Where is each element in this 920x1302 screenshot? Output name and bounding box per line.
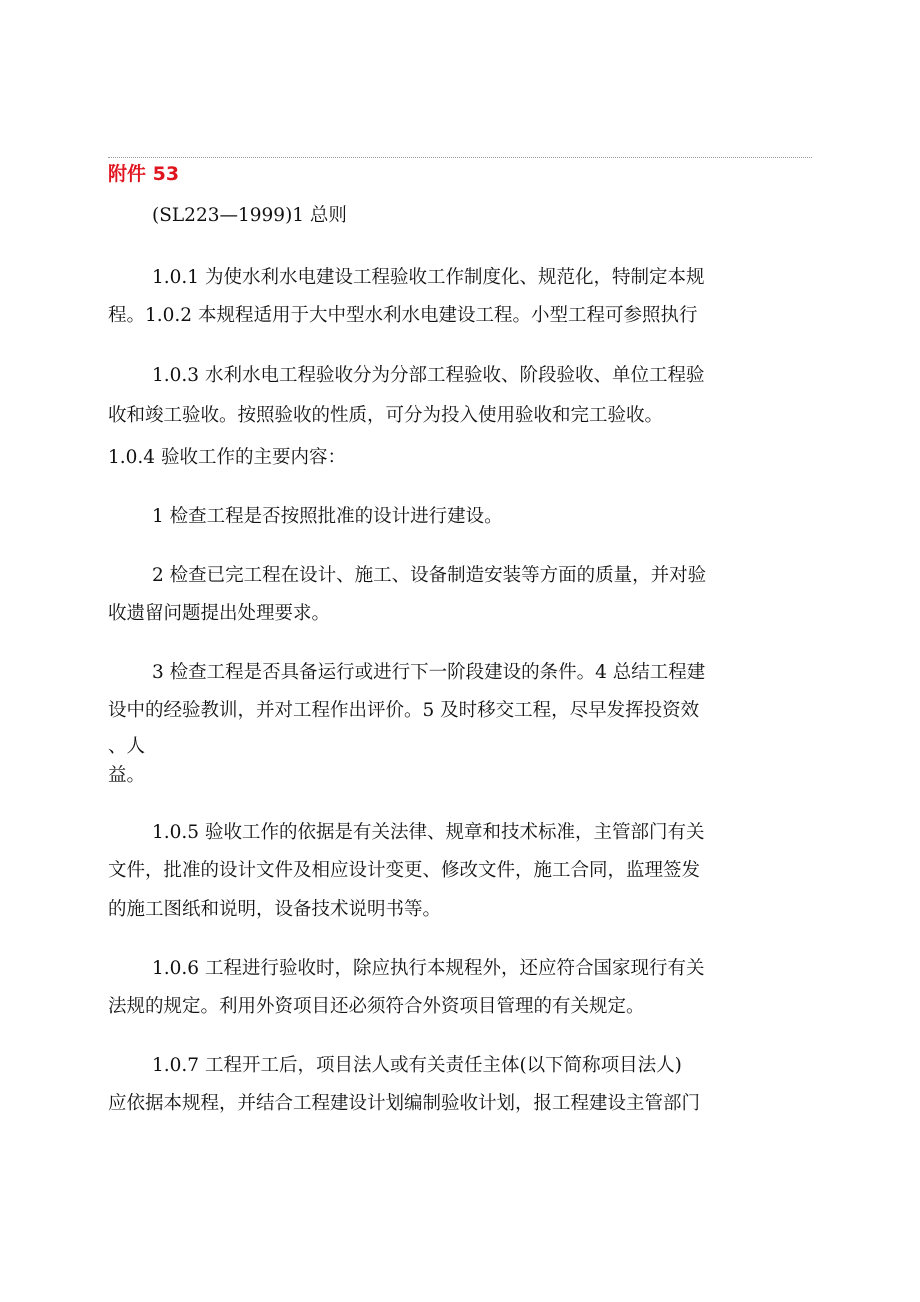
paragraph-line: 收遗留问题提出处理要求。	[108, 603, 331, 624]
paragraph-line: 1.0.1 为使水利水电建设工程验收工作制度化、规范化，特制定本规	[152, 267, 705, 288]
paragraph-line: 设中的经验教训，并对工程作出评价。5 及时移交工程，尽早发挥投资效	[108, 700, 700, 721]
paragraph-line: 法规的规定。利用外资项目还必须符合外资项目管理的有关规定。	[108, 996, 645, 1017]
attachment-heading: 附件 53	[108, 163, 180, 185]
standard-code-line: (SL223—1999)1 总则	[152, 205, 347, 226]
paragraph-line: 1.0.3 水利水电工程验收分为分部工程验收、阶段验收、单位工程验	[152, 365, 705, 386]
paragraph-line: 程。1.0.2 本规程适用于大中型水利水电建设工程。小型工程可参照执行	[108, 305, 698, 326]
paragraph-line: 的施工图纸和说明，设备技术说明书等。	[108, 899, 442, 920]
paragraph-line: 1 检查工程是否按照批准的设计进行建设。	[152, 506, 503, 527]
header-divider	[108, 157, 812, 158]
paragraph-line: 3 检查工程是否具备运行或进行下一阶段建设的条件。4 总结工程建	[152, 662, 706, 683]
paragraph-line: 1.0.5 验收工作的依据是有关法律、规章和技术标准，主管部门有关	[152, 822, 705, 843]
paragraph-line: 应依据本规程，并结合工程建设计划编制验收计划，报工程建设主管部门	[108, 1093, 701, 1114]
paragraph-line: 2 检查已完工程在设计、施工、设备制造安装等方面的质量，并对验	[152, 565, 707, 586]
paragraph-line: 1.0.6 工程进行验收时，除应执行本规程外，还应符合国家现行有关	[152, 958, 705, 979]
paragraph-line: 收和竣工验收。按照验收的性质，可分为投入使用验收和完工验收。	[108, 405, 664, 426]
paragraph-line: 益。	[108, 765, 146, 786]
paragraph-line: 1.0.4 验收工作的主要内容：	[108, 447, 346, 468]
paragraph-line: 文件，批准的设计文件及相应设计变更、修改文件，施工合同，监理签发	[108, 860, 701, 881]
paragraph-line: 、人	[108, 736, 146, 757]
paragraph-line: 1.0.7 工程开工后，项目法人或有关责任主体(以下简称项目法人)	[152, 1055, 682, 1076]
